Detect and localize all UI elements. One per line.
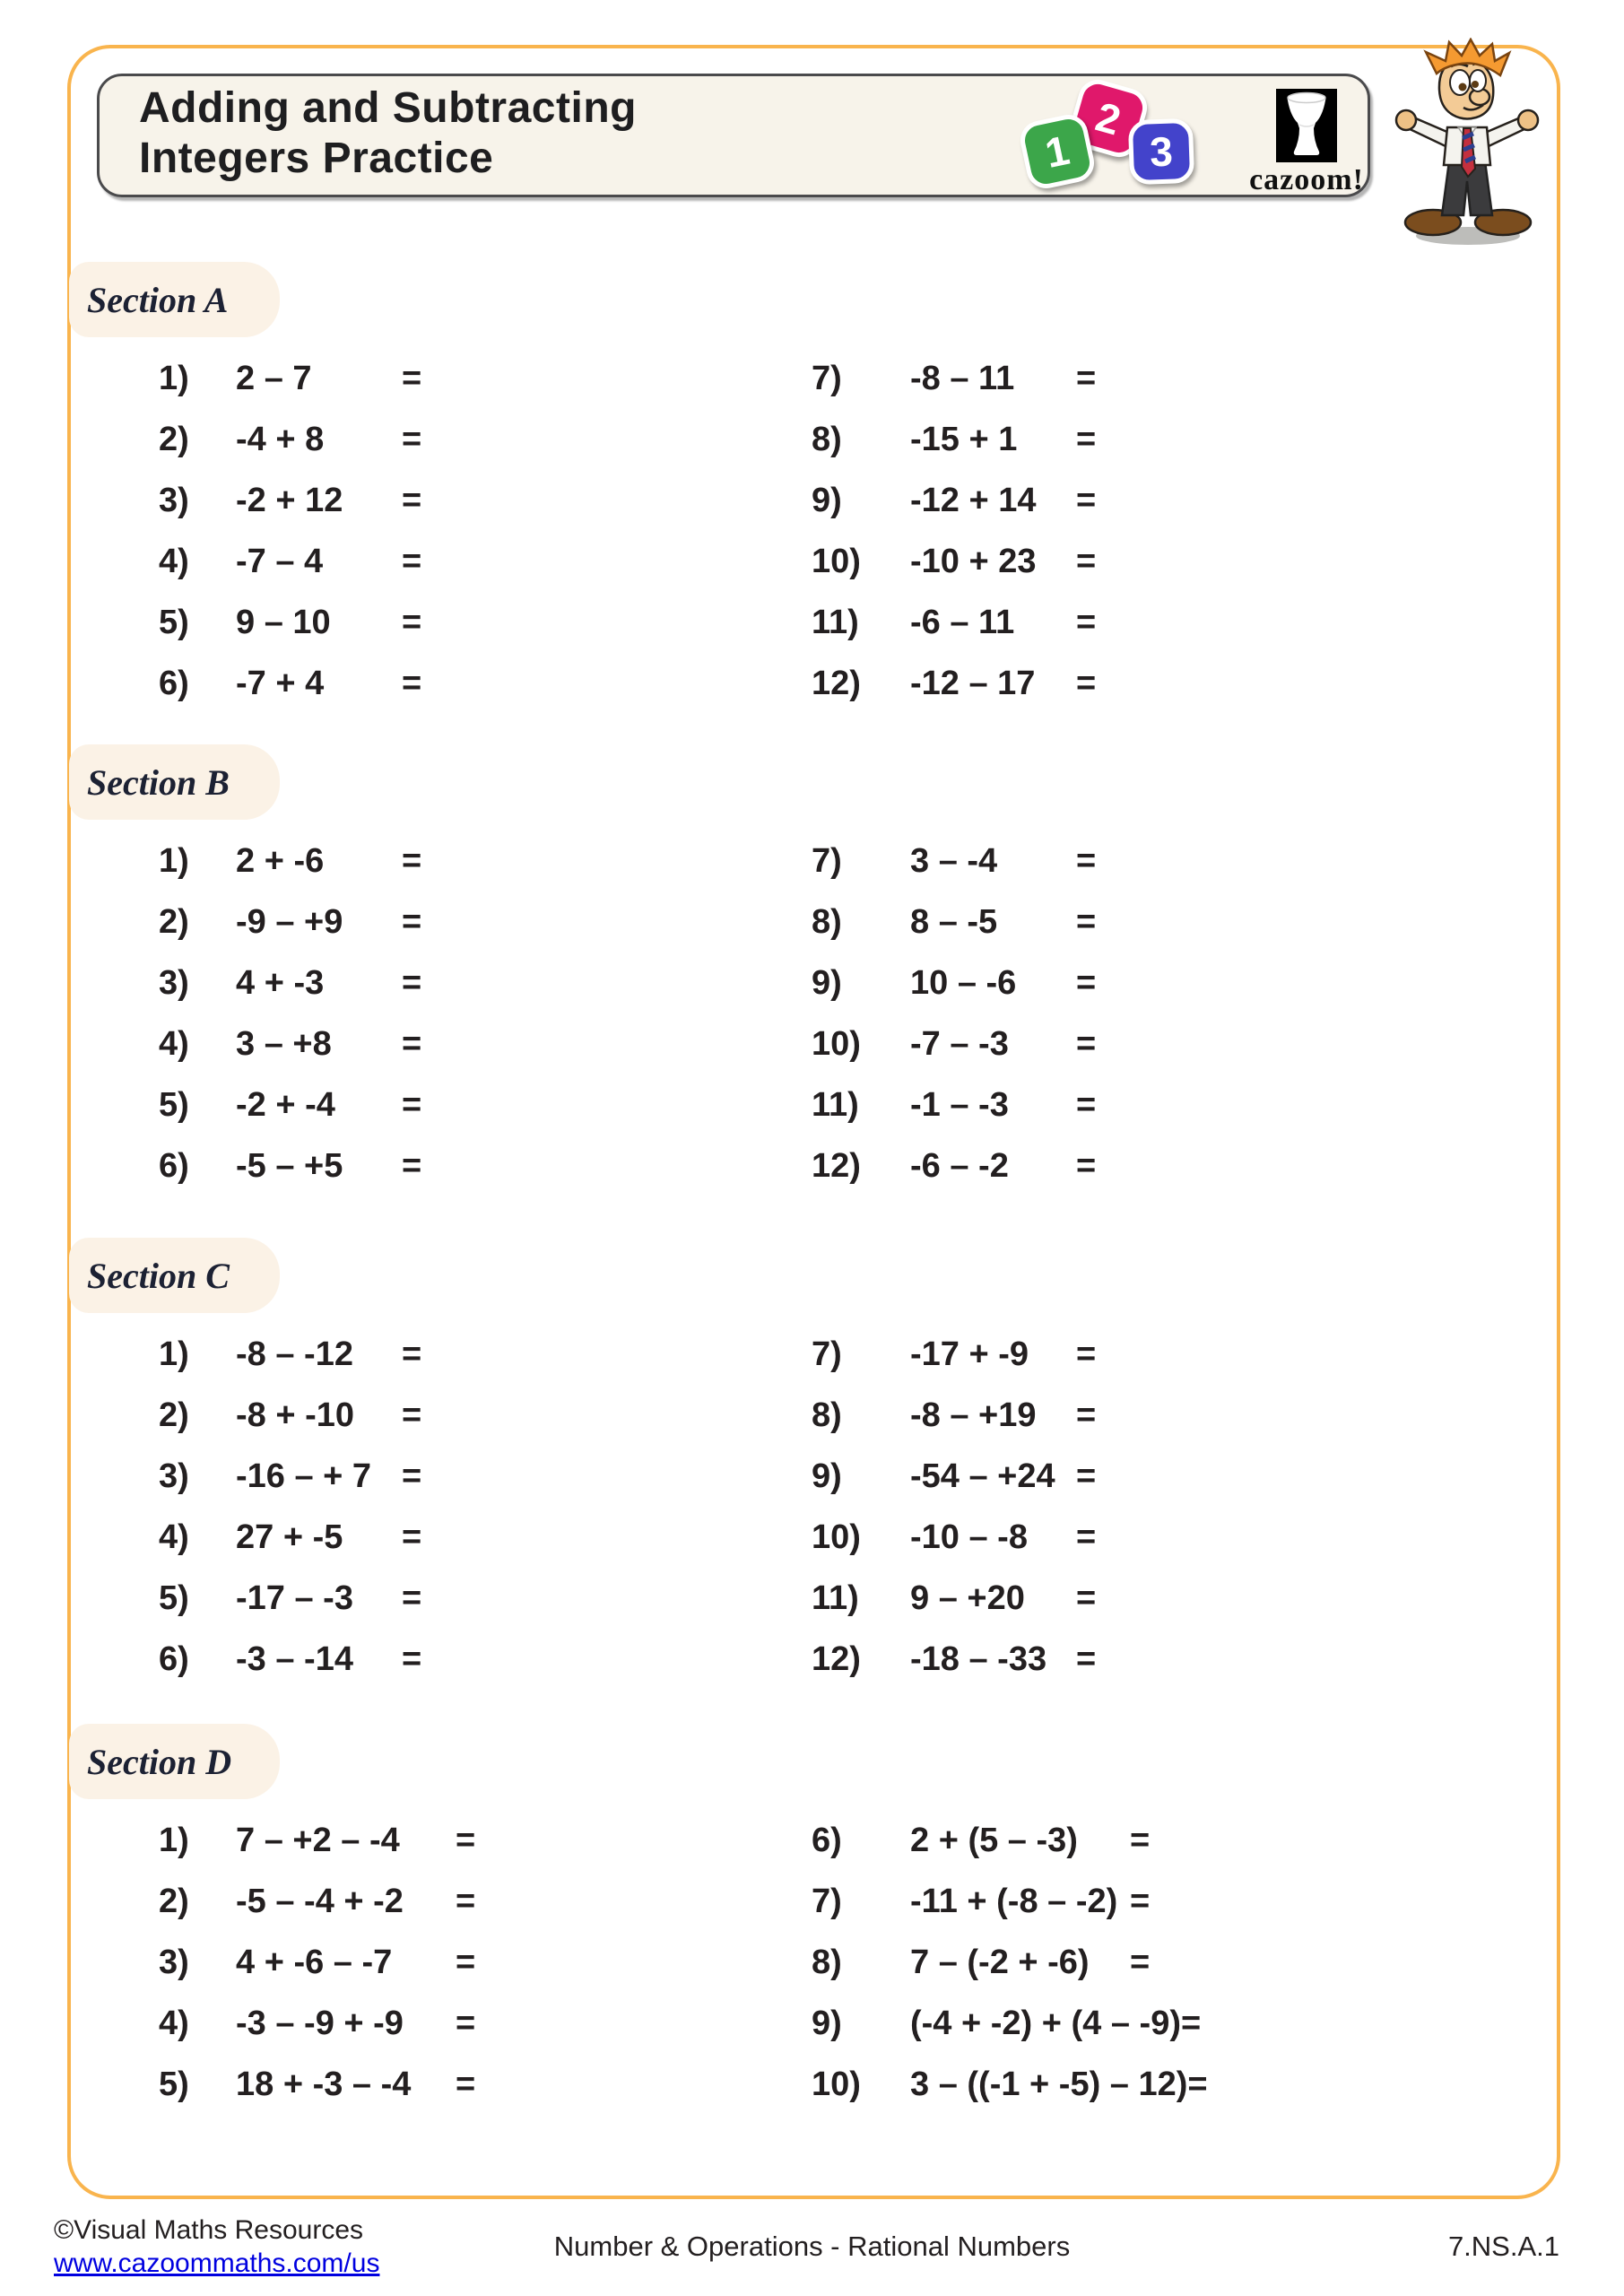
problem-right — [812, 2005, 1560, 2043]
problem-left — [159, 1025, 812, 1064]
problem-row — [69, 531, 1560, 592]
page-title — [139, 83, 637, 184]
equals-sign: = — [1076, 420, 1097, 458]
problem-right — [812, 543, 1560, 581]
problem-row — [69, 1871, 1560, 1932]
problem-expression: -12 – 17 — [910, 664, 1036, 702]
number-tiles-logo — [1021, 83, 1210, 195]
website-link[interactable]: www.cazoommaths.com/us — [54, 2248, 380, 2278]
equals-sign: = — [1076, 1457, 1097, 1495]
problem-number: 9) — [812, 481, 842, 519]
problem-expression: -4 + 8 — [236, 420, 325, 458]
equals-sign: = — [1076, 664, 1097, 702]
problem-right — [812, 1147, 1560, 1186]
problem-row — [69, 1993, 1560, 2054]
problem-number: 3) — [159, 1943, 189, 1981]
problem-row — [69, 1135, 1560, 1196]
problem-expression: -8 – -12 — [236, 1335, 353, 1373]
section — [69, 1238, 1560, 1690]
problem-expression: 3 – ((-1 + -5) – 12) — [910, 2065, 1188, 2103]
equals-sign: = — [402, 542, 422, 580]
problem-expression: 9 – +20 — [910, 1578, 1025, 1617]
problem-number: 4) — [159, 2004, 189, 2042]
problem-left — [159, 482, 812, 520]
problem-number: 12) — [812, 664, 861, 702]
problem-row — [69, 952, 1560, 1013]
problem-row — [69, 2054, 1560, 2115]
equals-sign: = — [456, 2065, 476, 2103]
section-rows — [69, 831, 1560, 1196]
equals-sign: = — [402, 664, 422, 702]
problem-row — [69, 1385, 1560, 1446]
problem-expression: -5 – +5 — [236, 1146, 343, 1185]
problem-left — [159, 903, 812, 942]
problem-expression: 2 – 7 — [236, 359, 312, 397]
problem-row — [69, 1568, 1560, 1629]
cazoom-logo — [1244, 89, 1369, 197]
problem-number: 5) — [159, 2065, 189, 2103]
problem-number: 6) — [159, 1639, 189, 1678]
equals-sign: = — [402, 1146, 422, 1185]
title-panel — [97, 74, 1370, 197]
equals-sign: = — [402, 481, 422, 519]
problem-number: 6) — [159, 1146, 189, 1185]
problem-right — [812, 482, 1560, 520]
problem-expression: -17 + -9 — [910, 1335, 1029, 1373]
equals-sign: = — [1076, 603, 1097, 641]
problem-number: 2) — [159, 1882, 189, 1920]
problem-left — [159, 1147, 812, 1186]
problem-left — [159, 1086, 812, 1125]
section-title: Section A — [87, 279, 229, 320]
problem-row — [69, 891, 1560, 952]
problem-left — [159, 1457, 812, 1496]
problem-left — [159, 1944, 812, 1982]
problem-number: 8) — [812, 1396, 842, 1434]
problem-row — [69, 1629, 1560, 1690]
equals-sign: = — [1187, 2065, 1208, 2103]
problem-row — [69, 592, 1560, 653]
equals-sign: = — [1076, 1518, 1097, 1556]
problem-left — [159, 1396, 812, 1435]
problem-number: 3) — [159, 1457, 189, 1495]
problem-row — [69, 1446, 1560, 1507]
problem-left — [159, 665, 812, 703]
page-title-line1: Adding and Subtracting — [139, 84, 637, 132]
problem-number: 11) — [812, 1578, 859, 1617]
problem-number: 5) — [159, 1085, 189, 1124]
problem-number: 11) — [812, 603, 859, 641]
section — [69, 262, 1560, 714]
equals-sign: = — [1076, 902, 1097, 941]
problem-number: 10) — [812, 1518, 861, 1556]
problem-number: 9) — [812, 963, 842, 1002]
equals-sign: = — [1076, 963, 1097, 1002]
equals-sign: = — [402, 902, 422, 941]
problem-expression: -10 – -8 — [910, 1518, 1028, 1556]
section-header — [69, 1724, 280, 1799]
problem-number: 12) — [812, 1146, 861, 1185]
equals-sign: = — [402, 1639, 422, 1678]
problem-right — [812, 604, 1560, 642]
section-header — [69, 744, 280, 820]
problem-left — [159, 1518, 812, 1557]
problem-expression: 3 – -4 — [910, 841, 998, 880]
equals-sign: = — [456, 1882, 476, 1920]
problem-expression: 10 – -6 — [910, 963, 1017, 1002]
problem-expression: -6 – -2 — [910, 1146, 1009, 1185]
section-header — [69, 262, 280, 337]
problem-expression: -12 + 14 — [910, 481, 1037, 519]
problem-expression: -16 – + 7 — [236, 1457, 372, 1495]
equals-sign: = — [402, 603, 422, 641]
problem-expression: (-4 + -2) + (4 – -9) — [910, 2004, 1181, 2042]
equals-sign: = — [402, 1578, 422, 1617]
problem-number: 3) — [159, 963, 189, 1002]
problem-number: 5) — [159, 603, 189, 641]
problem-number: 10) — [812, 542, 861, 580]
problem-expression: -6 – 11 — [910, 603, 1015, 641]
problem-expression: -9 – +9 — [236, 902, 343, 941]
problem-number: 8) — [812, 902, 842, 941]
problem-expression: 2 + (5 – -3) — [910, 1821, 1078, 1859]
problem-number: 12) — [812, 1639, 861, 1678]
equals-sign: = — [456, 2004, 476, 2042]
problem-row — [69, 1074, 1560, 1135]
problem-left — [159, 1822, 812, 1860]
equals-sign: = — [1076, 1146, 1097, 1185]
problem-right — [812, 842, 1560, 881]
problem-number: 7) — [812, 1882, 842, 1920]
section-header — [69, 1238, 280, 1313]
equals-sign: = — [1076, 542, 1097, 580]
problem-right — [812, 1640, 1560, 1679]
problem-right — [812, 1025, 1560, 1064]
equals-sign: = — [1130, 1821, 1151, 1859]
problem-number: 9) — [812, 1457, 842, 1495]
equals-sign: = — [402, 420, 422, 458]
equals-sign: = — [402, 1457, 422, 1495]
tile-3-icon — [1128, 118, 1194, 185]
problem-number: 1) — [159, 1335, 189, 1373]
page-title-line2: Integers Practice — [139, 135, 494, 182]
problem-row — [69, 1324, 1560, 1385]
equals-sign: = — [1076, 841, 1097, 880]
equals-sign: = — [402, 359, 422, 397]
problem-expression: -10 + 23 — [910, 542, 1037, 580]
problem-number: 7) — [812, 1335, 842, 1373]
problem-number: 2) — [159, 420, 189, 458]
problem-expression: 4 + -3 — [236, 963, 325, 1002]
problem-row — [69, 409, 1560, 470]
problem-expression: -5 – -4 + -2 — [236, 1882, 404, 1920]
problem-right — [812, 1086, 1560, 1125]
problem-expression: -7 – -3 — [910, 1024, 1009, 1063]
section-rows — [69, 348, 1560, 714]
problem-expression: 3 – +8 — [236, 1024, 332, 1063]
problem-expression: -7 – 4 — [236, 542, 324, 580]
problem-left — [159, 1579, 812, 1618]
problem-expression: 27 + -5 — [236, 1518, 343, 1556]
problem-left — [159, 604, 812, 642]
problem-left — [159, 964, 812, 1003]
problem-right — [812, 1335, 1560, 1374]
problem-right — [812, 360, 1560, 398]
problem-expression: -3 – -14 — [236, 1639, 353, 1678]
problem-left — [159, 1335, 812, 1374]
equals-sign: = — [456, 1821, 476, 1859]
equals-sign: = — [402, 1085, 422, 1124]
equals-sign: = — [1076, 1578, 1097, 1617]
section-title: Section C — [87, 1255, 230, 1296]
section — [69, 744, 1560, 1196]
problem-expression: -2 + 12 — [236, 481, 343, 519]
problem-number: 6) — [812, 1821, 842, 1859]
problem-number: 1) — [159, 841, 189, 880]
tile-3-label: 3 — [1149, 127, 1174, 176]
equals-sign: = — [1076, 359, 1097, 397]
problem-expression: 7 – (-2 + -6) — [910, 1943, 1090, 1981]
problem-left — [159, 1883, 812, 1921]
equals-sign: = — [402, 963, 422, 1002]
section-title: Section B — [87, 761, 230, 803]
problem-expression: -3 – -9 + -9 — [236, 2004, 404, 2042]
djembe-drum-icon — [1276, 89, 1337, 162]
equals-sign: = — [1076, 481, 1097, 519]
problem-left — [159, 2005, 812, 2043]
problem-left — [159, 543, 812, 581]
problem-right — [812, 1518, 1560, 1557]
problem-left — [159, 1640, 812, 1679]
equals-sign: = — [1130, 1943, 1151, 1981]
problem-expression: -2 + -4 — [236, 1085, 335, 1124]
problem-number: 8) — [812, 420, 842, 458]
standard-code: 7.NS.A.1 — [1447, 2231, 1559, 2262]
problem-number: 6) — [159, 664, 189, 702]
problem-expression: -17 – -3 — [236, 1578, 353, 1617]
equals-sign: = — [456, 1943, 476, 1981]
section-title: Section D — [87, 1741, 232, 1782]
problem-expression: -54 – +24 — [910, 1457, 1055, 1495]
problem-right — [812, 2066, 1560, 2104]
problem-expression: 18 + -3 – -4 — [236, 2065, 412, 2103]
problem-left — [159, 842, 812, 881]
problem-row — [69, 653, 1560, 714]
problem-number: 10) — [812, 1024, 861, 1063]
problem-row — [69, 1013, 1560, 1074]
mascot-character — [1381, 38, 1551, 248]
problem-row — [69, 348, 1560, 409]
problem-expression: -8 – 11 — [910, 359, 1015, 397]
problem-expression: 9 – 10 — [236, 603, 331, 641]
problem-expression: 8 – -5 — [910, 902, 998, 941]
problem-row — [69, 1810, 1560, 1871]
equals-sign: = — [402, 1518, 422, 1556]
problem-expression: -11 + (-8 – -2) — [910, 1882, 1118, 1920]
problem-number: 7) — [812, 841, 842, 880]
equals-sign: = — [402, 1396, 422, 1434]
problem-expression: -8 + -10 — [236, 1396, 355, 1434]
problem-number: 7) — [812, 359, 842, 397]
problem-right — [812, 1457, 1560, 1496]
problem-row — [69, 1507, 1560, 1568]
problem-number: 3) — [159, 481, 189, 519]
section — [69, 1724, 1560, 2115]
problem-expression: 7 – +2 – -4 — [236, 1821, 400, 1859]
problem-expression: -1 – -3 — [910, 1085, 1009, 1124]
problem-right — [812, 1944, 1560, 1982]
problem-number: 5) — [159, 1578, 189, 1617]
equals-sign: = — [402, 841, 422, 880]
equals-sign: = — [1130, 1882, 1151, 1920]
problem-right — [812, 1822, 1560, 1860]
equals-sign: = — [1076, 1335, 1097, 1373]
problem-left — [159, 360, 812, 398]
problem-number: 1) — [159, 1821, 189, 1859]
problem-right — [812, 1883, 1560, 1921]
copyright-text: ©Visual Maths Resources — [54, 2215, 364, 2245]
problem-expression: -18 – -33 — [910, 1639, 1047, 1678]
problem-expression: 4 + -6 – -7 — [236, 1943, 393, 1981]
problem-number: 2) — [159, 902, 189, 941]
equals-sign: = — [402, 1335, 422, 1373]
problem-right — [812, 1396, 1560, 1435]
tile-1-label: 1 — [1041, 126, 1073, 178]
problem-right — [812, 1579, 1560, 1618]
problem-number: 10) — [812, 2065, 861, 2103]
problem-row — [69, 1932, 1560, 1993]
problem-row — [69, 470, 1560, 531]
problem-left — [159, 2066, 812, 2104]
problem-number: 8) — [812, 1943, 842, 1981]
equals-sign: = — [1076, 1024, 1097, 1063]
equals-sign: = — [402, 1024, 422, 1063]
problem-number: 1) — [159, 359, 189, 397]
tile-2-label: 2 — [1090, 92, 1126, 144]
equals-sign: = — [1076, 1396, 1097, 1434]
problem-right — [812, 964, 1560, 1003]
problem-left — [159, 421, 812, 459]
problem-right — [812, 421, 1560, 459]
problem-right — [812, 903, 1560, 942]
equals-sign: = — [1180, 2004, 1202, 2042]
problem-expression: -7 + 4 — [236, 664, 325, 702]
section-rows — [69, 1810, 1560, 2115]
section-rows — [69, 1324, 1560, 1690]
problem-number: 9) — [812, 2004, 842, 2042]
problem-expression: -15 + 1 — [910, 420, 1018, 458]
problem-right — [812, 665, 1560, 703]
equals-sign: = — [1076, 1085, 1097, 1124]
problem-expression: -8 – +19 — [910, 1396, 1037, 1434]
problem-number: 4) — [159, 1024, 189, 1063]
problem-row — [69, 831, 1560, 891]
problem-number: 11) — [812, 1085, 859, 1124]
problem-number: 2) — [159, 1396, 189, 1434]
equals-sign: = — [1076, 1639, 1097, 1678]
problem-expression: 2 + -6 — [236, 841, 325, 880]
problem-number: 4) — [159, 1518, 189, 1556]
cazoom-brand-text: cazoom! — [1249, 163, 1364, 196]
problem-number: 4) — [159, 542, 189, 580]
footer-topic: Number & Operations - Rational Numbers — [553, 2231, 1071, 2262]
